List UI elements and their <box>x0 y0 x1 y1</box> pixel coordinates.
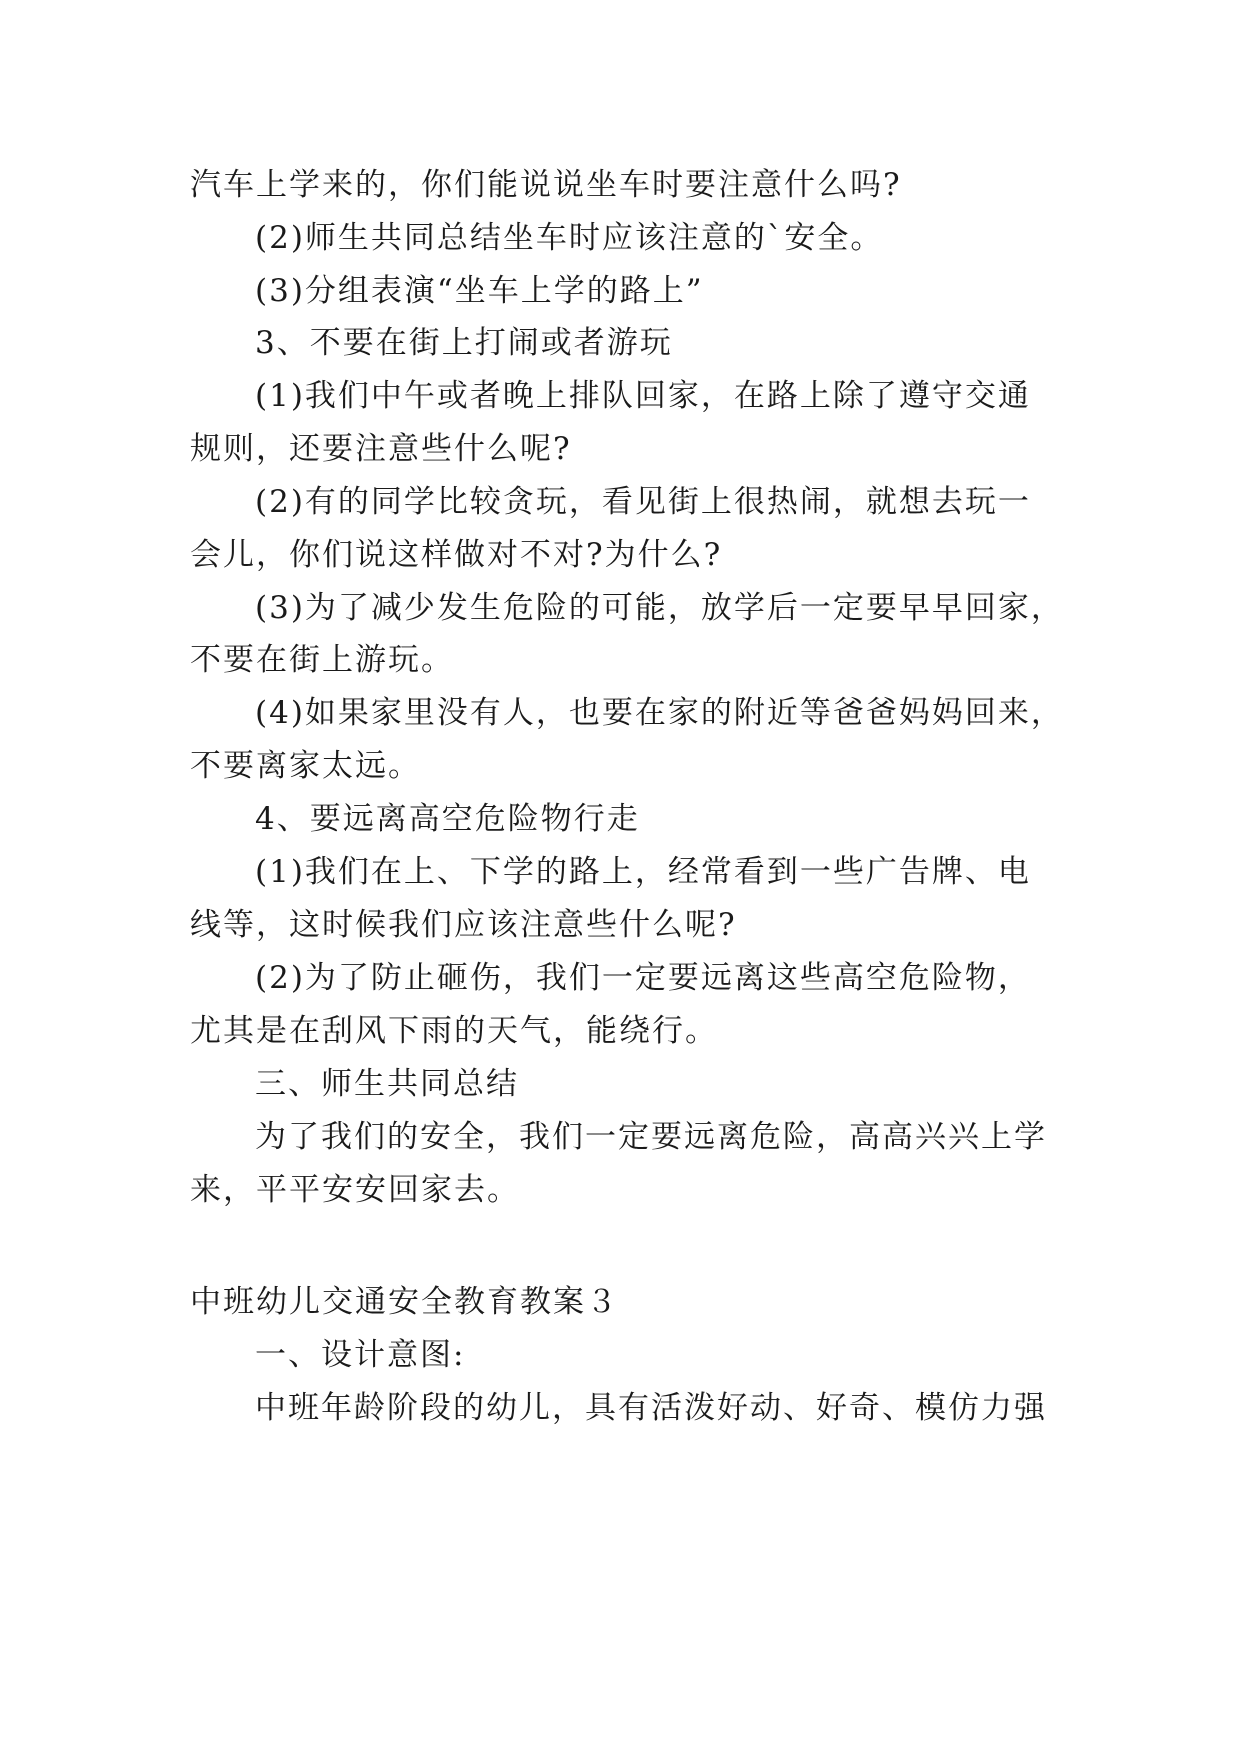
document-title: 中班幼儿交通安全教育教案３ <box>190 1284 619 1320</box>
section-heading: 4、要远离高空危险物行走 <box>255 801 640 837</box>
body-text-line: 会儿，你们说这样做对不对?为什么? <box>190 537 723 573</box>
body-text-line: (2)有的同学比较贪玩，看见街上很热闹，就想去玩一 <box>255 484 1031 520</box>
section-heading: 一、设计意图: <box>255 1337 466 1373</box>
body-text-line: (4)如果家里没有人，也要在家的附近等爸爸妈妈回来， <box>255 695 1064 731</box>
body-text-line: (2)师生共同总结坐车时应该注意的`安全。 <box>255 220 884 256</box>
body-text-line: 不要在街上游玩。 <box>190 642 454 678</box>
body-text-line: 线等，这时候我们应该注意些什么呢? <box>190 907 737 943</box>
body-text-line: (1)我们在上、下学的路上，经常看到一些广告牌、电 <box>255 854 1031 890</box>
body-text-line: 尤其是在刮风下雨的天气，能绕行。 <box>190 1013 718 1049</box>
section-heading: 3、不要在街上打闹或者游玩 <box>255 325 673 361</box>
body-text-line: 中班年龄阶段的幼儿，具有活泼好动、好奇、模仿力强 <box>255 1390 1047 1426</box>
body-text-line: (1)我们中午或者晚上排队回家，在路上除了遵守交通 <box>255 378 1031 414</box>
body-text-line: 为了我们的安全，我们一定要远离危险，高高兴兴上学 <box>255 1119 1047 1155</box>
body-text-line: (3)分组表演“坐车上学的路上” <box>255 273 704 309</box>
body-text-line: 规则，还要注意些什么呢? <box>190 431 572 467</box>
body-text-line: 汽车上学来的，你们能说说坐车时要注意什么吗? <box>190 167 902 203</box>
body-text-line: 来，平平安安回家去。 <box>190 1172 520 1208</box>
section-heading: 三、师生共同总结 <box>255 1066 519 1102</box>
body-text-line: (2)为了防止砸伤，我们一定要远离这些高空危险物， <box>255 960 1031 996</box>
body-text-line: (3)为了减少发生危险的可能，放学后一定要早早回家， <box>255 590 1064 626</box>
body-text-line: 不要离家太远。 <box>190 748 421 784</box>
